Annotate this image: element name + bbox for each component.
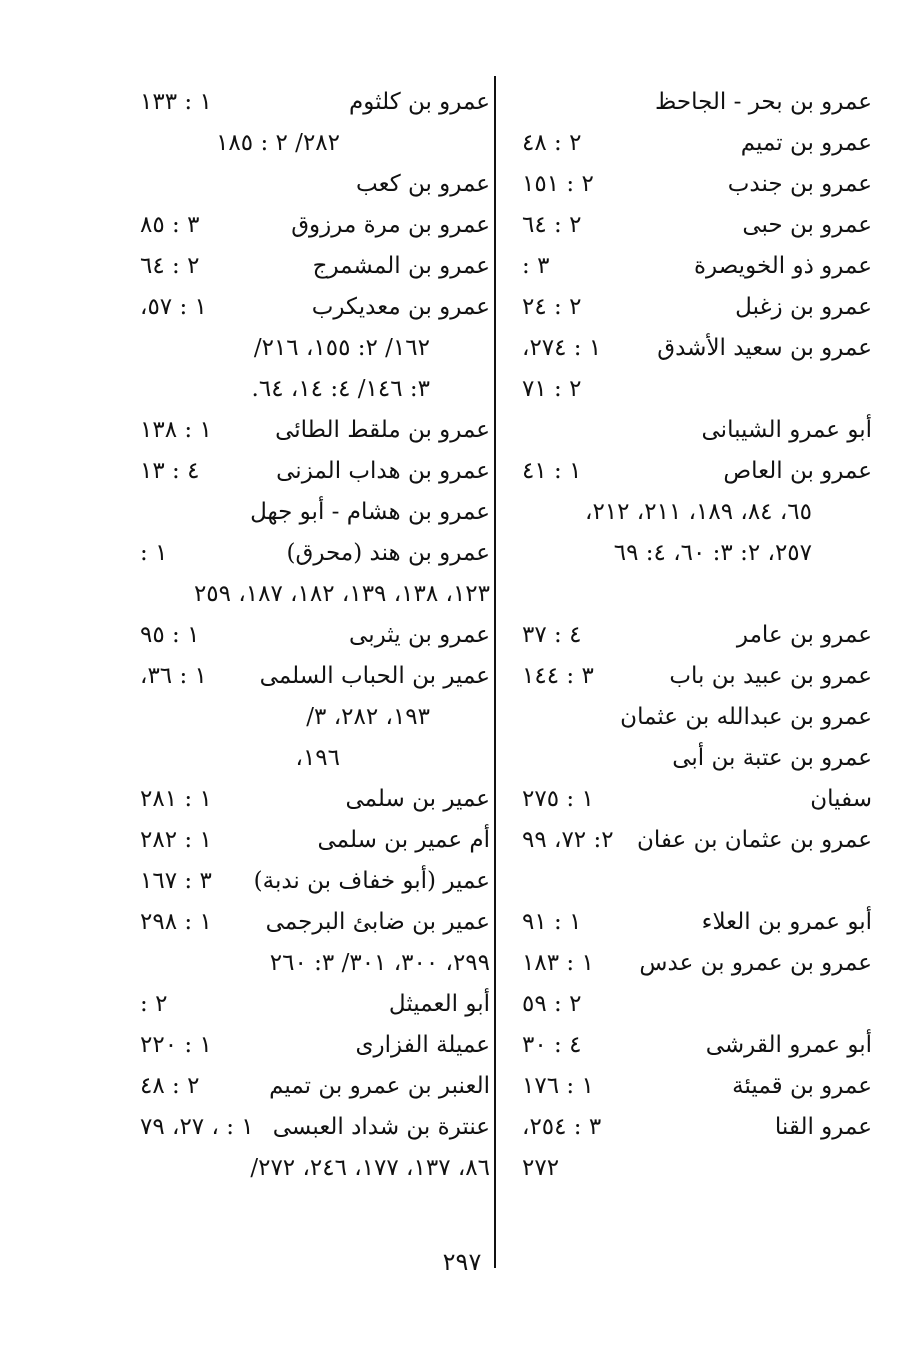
index-entry	[512, 902, 872, 943]
entry-reference: ١ : ٢٨١	[140, 786, 212, 812]
index-entry	[512, 738, 872, 779]
entry-name: عمرو بن عمرو بن عدس	[639, 950, 872, 976]
index-entry	[512, 779, 872, 820]
entry-name: عمرو بن يثربى	[349, 622, 490, 648]
index-entry	[130, 410, 490, 451]
right-index-column	[512, 82, 872, 1189]
entry-name: عمرو بن سعيد الأشدق	[657, 335, 872, 361]
index-entry	[512, 574, 872, 615]
entry-continuation: ٨٦، ١٣٧، ١٧٧، ٢٤٦، ٢٧٢/	[250, 1155, 490, 1181]
index-entry	[130, 492, 490, 533]
entry-continuation: ٦٥، ٨٤، ١٨٩، ٢١١، ٢١٢،	[585, 499, 812, 525]
entry-reference: ١ : ١٣٣	[140, 89, 212, 115]
entry-name: عمرو بن حبى	[742, 212, 872, 238]
index-entry	[512, 1107, 872, 1148]
index-entry	[512, 615, 872, 656]
entry-name: عمرو بن زغبل	[735, 294, 872, 320]
index-entry	[512, 1025, 872, 1066]
index-entry	[130, 1148, 490, 1189]
index-entry	[512, 123, 872, 164]
entry-reference: ٢ : ٦٤	[140, 253, 200, 279]
entry-name: عمير (أبو خفاف بن ندبة)	[253, 868, 490, 894]
entry-name: عمرو بن المشمرج	[312, 253, 490, 279]
entry-name: عمرو بن مرة مرزوق	[291, 212, 490, 238]
entry-reference: ١ : ٢٧٤،	[522, 335, 602, 361]
entry-name: عنترة بن شداد العبسى	[272, 1114, 490, 1140]
index-entry	[130, 574, 490, 615]
index-entry	[512, 943, 872, 984]
index-entry	[130, 656, 490, 697]
entry-name: عمرو بن كلثوم	[349, 89, 490, 115]
entry-name: عميلة الفزارى	[355, 1032, 490, 1058]
entry-reference: ٤ : ٣٧	[522, 622, 582, 648]
entry-name: عمرو بن عامر	[736, 622, 872, 648]
entry-reference: ١ : ١٨٣	[522, 950, 594, 976]
index-entry	[130, 697, 490, 738]
entry-continuation: ٢٨٢/ ٢ : ١٨٥	[216, 130, 340, 156]
index-entry	[130, 533, 490, 574]
entry-continuation: ٣: ١٤٦/ ٤: ١٤، ٦٤.	[251, 376, 430, 402]
index-entry	[512, 328, 872, 369]
entry-reference: ٣ :	[522, 253, 550, 279]
index-entry	[512, 205, 872, 246]
index-entry	[512, 369, 872, 410]
index-entry	[130, 287, 490, 328]
entry-name: عمرو بن عبدالله بن عثمان	[620, 704, 872, 730]
entry-reference: ٤ : ٣٠	[522, 1032, 582, 1058]
index-entry	[512, 656, 872, 697]
entry-reference: ٣ : ١٤٤	[522, 663, 594, 689]
entry-reference: ١ : ٢٢٠	[140, 1032, 212, 1058]
entry-name: أبو العميثل	[388, 991, 490, 1017]
index-entry	[130, 861, 490, 902]
index-entry	[130, 1066, 490, 1107]
entry-name: عمرو القنا	[774, 1114, 872, 1140]
entry-continuation: ١٩٣، ٢٨٢، ٣/	[306, 704, 430, 730]
index-entry	[130, 738, 490, 779]
index-entry	[130, 451, 490, 492]
entry-reference: ٢ : ٤٨	[140, 1073, 200, 1099]
entry-reference: ١ : ٣٦،	[140, 663, 207, 689]
index-entry	[130, 123, 490, 164]
entry-name: عمرو بن عتبة بن أبى	[672, 745, 872, 771]
entry-name: عمرو بن تميم	[740, 130, 872, 156]
entry-name: أبو عمرو بن العلاء	[701, 909, 872, 935]
index-entry	[512, 1066, 872, 1107]
entry-name: سفيان	[810, 786, 872, 812]
entry-name: أم عمير بن سلمى	[317, 827, 490, 853]
index-entry	[130, 164, 490, 205]
index-entry	[130, 779, 490, 820]
entry-name: العنبر بن عمرو بن تميم	[269, 1073, 490, 1099]
index-entry	[512, 820, 872, 861]
page-number: ٢٩٧	[442, 1248, 482, 1276]
entry-name: عمير بن سلمى	[345, 786, 490, 812]
entry-name: عمرو بن ملقط الطائى	[275, 417, 490, 443]
entry-reference: ٢٧٢	[522, 1155, 560, 1181]
index-entry	[512, 82, 872, 123]
entry-reference: ٢ : ٥٩	[522, 991, 582, 1017]
index-entry	[130, 82, 490, 123]
entry-reference: ٣ : ٨٥	[140, 212, 200, 238]
index-entry	[512, 697, 872, 738]
entry-reference: ٢ : ٢٤	[522, 294, 582, 320]
index-entry	[130, 943, 490, 984]
column-divider	[494, 76, 496, 1268]
entry-name: عمرو بن هشام - أبو جهل	[250, 499, 490, 525]
index-entry	[512, 246, 872, 287]
entry-reference: ٢ :	[140, 991, 168, 1017]
index-entry	[130, 1107, 490, 1148]
index-entry	[512, 1148, 872, 1189]
index-entry	[512, 451, 872, 492]
entry-reference: ١ : ، ٢٧، ٧٩	[140, 1114, 254, 1140]
entry-reference: ١ : ٥٧،	[140, 294, 207, 320]
entry-name: عمرو بن هند (محرق)	[286, 540, 490, 566]
entry-name: عمرو بن جندب	[727, 171, 872, 197]
entry-continuation: ١٩٦،	[295, 745, 340, 771]
entry-name: عمير بن الحباب السلمى	[259, 663, 490, 689]
entry-reference: ١ : ٤١	[522, 458, 582, 484]
entry-reference: ٢ : ١٥١	[522, 171, 594, 197]
entry-name: عمرو بن عثمان بن عفان	[637, 827, 872, 853]
entry-reference: ١ : ٩٥	[140, 622, 200, 648]
entry-reference: ١ :	[140, 540, 168, 566]
index-entry	[130, 246, 490, 287]
entry-reference: ١ : ٢٨٢	[140, 827, 212, 853]
entry-reference: ١ : ١٣٨	[140, 417, 212, 443]
entry-name: عمرو بن بحر - الجاحظ	[655, 89, 872, 115]
entry-reference: ٢: ٧٢، ٩٩	[522, 827, 614, 853]
entry-name: عمير بن ضابئ البرجمى	[265, 909, 490, 935]
index-entry	[130, 328, 490, 369]
entry-reference: ١ : ٢٩٨	[140, 909, 212, 935]
index-entry	[512, 164, 872, 205]
index-entry	[130, 984, 490, 1025]
entry-reference: ٤ : ١٣	[140, 458, 200, 484]
index-entry	[130, 369, 490, 410]
entry-continuation: ٢٥٧، ٢: ٣: ٦٠، ٤: ٦٩	[613, 540, 812, 566]
index-entry	[512, 861, 872, 902]
index-entry	[512, 287, 872, 328]
index-entry	[512, 492, 872, 533]
index-entry	[130, 615, 490, 656]
entry-name: عمرو بن عبيد بن باب	[669, 663, 872, 689]
index-entry	[130, 820, 490, 861]
entry-name: عمرو بن هداب المزنى	[276, 458, 490, 484]
entry-name: أبو عمرو القرشى	[705, 1032, 872, 1058]
index-entry	[512, 410, 872, 451]
entry-reference: ٣ : ٢٥٤،	[522, 1114, 602, 1140]
index-entry	[512, 984, 872, 1025]
entry-reference: ١ : ١٧٦	[522, 1073, 594, 1099]
entry-name: عمرو بن كعب	[356, 171, 490, 197]
entry-name: عمرو بن معديكرب	[311, 294, 490, 320]
index-entry	[130, 1025, 490, 1066]
index-entry	[130, 902, 490, 943]
left-index-column	[130, 82, 490, 1189]
entry-name: عمرو بن قميئة	[732, 1073, 872, 1099]
entry-reference: ١ : ٢٧٥	[522, 786, 594, 812]
entry-reference: ٢ : ٦٤	[522, 212, 582, 238]
entry-reference: ١ : ٩١	[522, 909, 582, 935]
entry-continuation: ١٢٣، ١٣٨، ١٣٩، ١٨٢، ١٨٧، ٢٥٩	[193, 581, 490, 607]
entry-reference: ٣ : ١٦٧	[140, 868, 212, 894]
index-entry	[512, 533, 872, 574]
entry-name: عمرو بن العاص	[723, 458, 872, 484]
index-entry	[130, 205, 490, 246]
entry-continuation: ١٦٢/ ٢: ١٥٥، ٢١٦/	[253, 335, 430, 361]
entry-reference: ٢ : ٤٨	[522, 130, 582, 156]
entry-name: أبو عمرو الشيبانى	[701, 417, 872, 443]
entry-name: عمرو ذو الخويصرة	[693, 253, 872, 279]
entry-continuation: ٢٩٩، ٣٠٠، ٣٠١/ ٣: ٢٦٠	[269, 950, 490, 976]
entry-reference: ٢ : ٧١	[522, 376, 582, 402]
